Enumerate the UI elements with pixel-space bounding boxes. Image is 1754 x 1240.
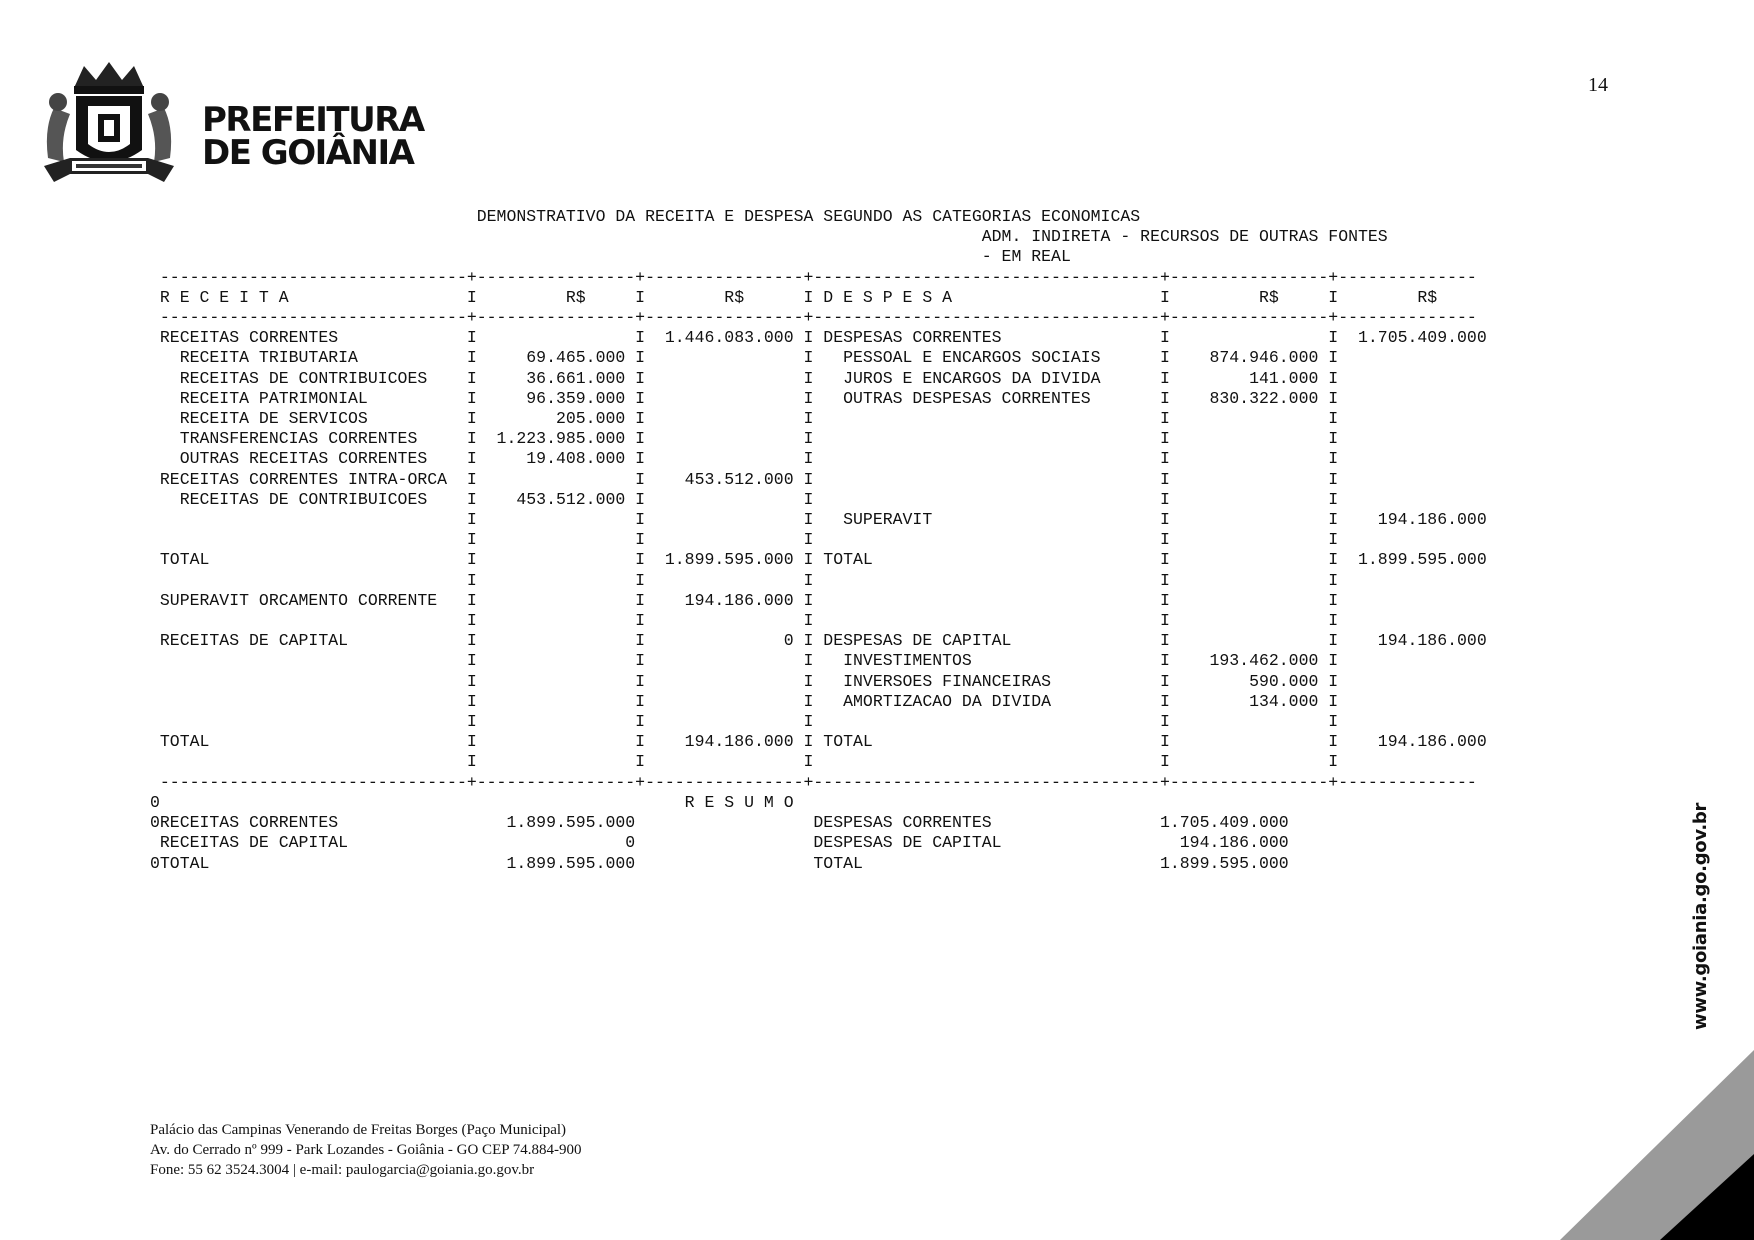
report-line: I I I I I — [150, 611, 1339, 631]
footer-line-1: Palácio das Campinas Venerando de Freitas Borges (Paço Municipal) — [150, 1122, 567, 1138]
report-line: RECEITA TRIBUTARIA I 69.465.000 I I PESSOAL E ENCARGOS SOCIAIS I 874.946.000 I — [150, 348, 1339, 368]
report-line: TRANSFERENCIAS CORRENTES I 1.223.985.000 I I I I — [150, 429, 1339, 449]
report-line: RECEITAS CORRENTES INTRA-ORCA I I 453.512.000 I I I — [150, 469, 1339, 489]
report-line: I I I I I — [150, 570, 1339, 590]
report-line: DEMONSTRATIVO DA RECEITA E DESPESA SEGUNDO AS CATEGORIAS ECONOMICAS — [150, 207, 1141, 226]
brand-name — [202, 100, 424, 173]
report-line: -------------------------------+----------------+----------------+-----------------------------------+----------------+-------------- — [150, 308, 1477, 328]
brand-line-2: DE GOIÂNIA — [202, 133, 414, 173]
page-number: 14 — [1588, 74, 1608, 96]
corner-decoration — [1560, 1050, 1754, 1240]
report-line: I I I I I — [150, 530, 1339, 550]
report-line: 0RECEITAS CORRENTES 1.899.595.000 DESPESAS CORRENTES 1.705.409.000 — [150, 813, 1289, 833]
prefeitura-logo — [34, 58, 424, 194]
website-url: www.goiania.go.gov.br — [1690, 802, 1711, 1030]
brand-line-1: PREFEITURA — [202, 100, 424, 140]
report-line: OUTRAS RECEITAS CORRENTES I 19.408.000 I I I I — [150, 449, 1339, 469]
report-line: TOTAL I I 194.186.000 I TOTAL I I 194.186.000 — [150, 732, 1487, 752]
report-line: RECEITAS DE CONTRIBUICOES I 36.661.000 I I JUROS E ENCARGOS DA DIVIDA I 141.000 I — [150, 368, 1339, 388]
report-line: I I I I I — [150, 712, 1339, 732]
report-line: RECEITAS DE CAPITAL 0 DESPESAS DE CAPITAL 194.186.000 — [150, 833, 1289, 853]
report-line: -------------------------------+----------------+----------------+-----------------------------------+----------------+-------------- — [150, 772, 1477, 792]
report-line: 0TOTAL 1.899.595.000 TOTAL 1.899.595.000 — [150, 853, 1289, 873]
report-line: TOTAL I I 1.899.595.000 I TOTAL I I 1.899.595.000 — [150, 550, 1487, 570]
report-line: I I I INVERSOES FINANCEIRAS I 590.000 I — [150, 671, 1339, 691]
report-line: ADM. INDIRETA - RECURSOS DE OUTRAS FONTES — [150, 227, 1388, 247]
report-line: I I I I I — [150, 752, 1339, 772]
report-line: - EM REAL — [150, 247, 1071, 267]
report-line: I I I INVESTIMENTOS I 193.462.000 I — [150, 651, 1339, 671]
report-line: 0 R E S U M O — [150, 792, 794, 812]
report-line: SUPERAVIT ORCAMENTO CORRENTE I I 194.186.000 I I I — [150, 590, 1339, 610]
report-line: I I I AMORTIZACAO DA DIVIDA I 134.000 I — [150, 691, 1339, 711]
report-line: I I I SUPERAVIT I I 194.186.000 — [150, 510, 1487, 530]
report-line: RECEITAS CORRENTES I I 1.446.083.000 I DESPESAS CORRENTES I I 1.705.409.000 — [150, 328, 1487, 348]
report-line: RECEITAS DE CAPITAL I I 0 I DESPESAS DE CAPITAL I I 194.186.000 — [150, 631, 1487, 651]
report-line: RECEITAS DE CONTRIBUICOES I 453.512.000 I I I I — [150, 489, 1339, 509]
report-line: -------------------------------+----------------+----------------+-----------------------------------+----------------+-------------- — [150, 267, 1477, 287]
report-line: RECEITA DE SERVICOS I 205.000 I I I I — [150, 409, 1339, 429]
footer-line-3: Fone: 55 62 3524.3004 | e-mail: paulogarcia@goiania.go.gov.br — [150, 1162, 535, 1178]
footer-line-2: Av. do Cerrado nº 999 - Park Lozandes - Goiânia - GO CEP 74.884-900 — [150, 1142, 582, 1158]
coat-of-arms-icon — [34, 58, 184, 194]
financial-statement-report — [150, 207, 1487, 874]
report-line: RECEITA PATRIMONIAL I 96.359.000 I I OUTRAS DESPESAS CORRENTES I 830.322.000 I — [150, 388, 1339, 408]
report-line: R E C E I T A I R$ I R$ I D E S P E S A I R$ I R$ — [150, 287, 1438, 307]
footer-address — [150, 1120, 582, 1180]
